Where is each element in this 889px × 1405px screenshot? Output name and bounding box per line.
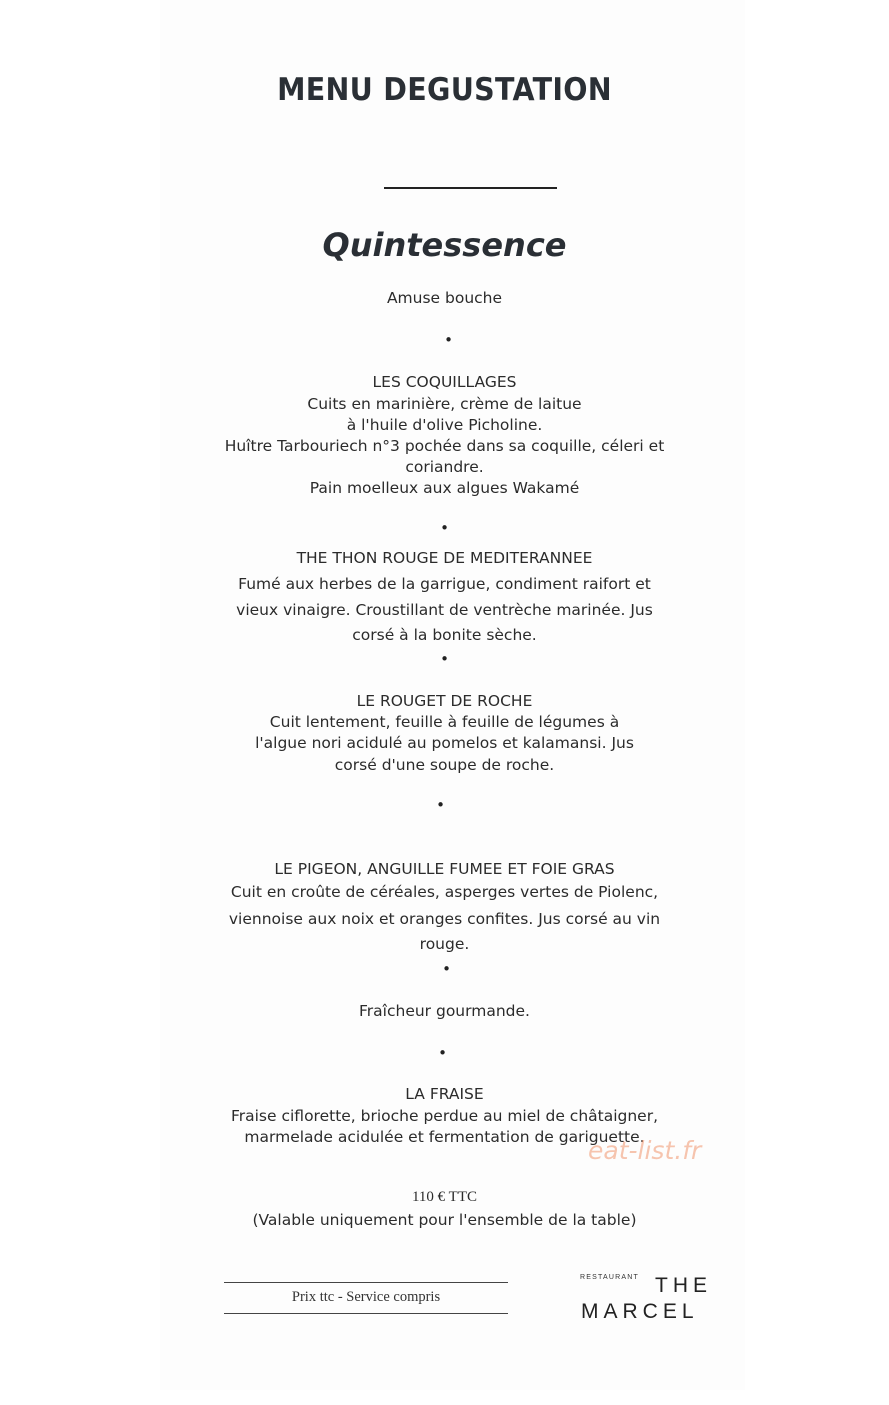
separator-bullet: •	[438, 1044, 447, 1062]
course-title: LE PIGEON, ANGUILLE FUMEE ET FOIE GRAS	[274, 860, 615, 878]
amuse-bouche: Amuse bouche	[386, 289, 503, 307]
footer-note: Prix ttc - Service compris	[291, 1289, 441, 1305]
title-divider	[384, 187, 557, 189]
course-line: Cuits en marinière, crème de laitue	[307, 395, 582, 413]
logo-the: THE	[655, 1274, 712, 1297]
price-note: (Valable uniquement pour l'ensemble de la table)	[252, 1211, 637, 1229]
menu-title: MENU DEGUSTATION	[277, 72, 612, 108]
price: 110 € TTC	[411, 1189, 477, 1205]
course-line: corsé à la bonite sèche.	[352, 626, 537, 644]
separator-bullet: •	[436, 796, 445, 814]
separator-bullet: •	[444, 331, 453, 349]
course-title: LES COQUILLAGES	[372, 373, 517, 391]
course-title: THE THON ROUGE DE MEDITERANNEE	[296, 549, 593, 567]
course-title: Fraîcheur gourmande.	[359, 1002, 530, 1020]
course-line: viennoise aux noix et oranges confites. Jus corsé au vin	[228, 910, 661, 928]
course-line: à l'huile d'olive Picholine.	[346, 416, 543, 434]
footer-bottom-line	[224, 1313, 508, 1314]
course-line: marmelade acidulée et fermentation de gariguette.	[244, 1128, 645, 1146]
course-title: LA FRAISE	[405, 1085, 484, 1103]
watermark: eat-list.fr	[588, 1136, 702, 1165]
menu-subtitle: Quintessence	[322, 226, 567, 264]
course-line: Fumé aux herbes de la garrigue, condiment raifort et	[238, 575, 651, 593]
separator-bullet: •	[440, 650, 449, 668]
course-line: Cuit en croûte de céréales, asperges vertes de Piolenc,	[230, 883, 659, 901]
separator-bullet: •	[440, 519, 449, 537]
logo-restaurant-label: RESTAURANT	[580, 1274, 639, 1281]
course-line: Huître Tarbouriech n°3 pochée dans sa coquille, céleri et	[224, 437, 665, 455]
course-title: LE ROUGET DE ROCHE	[356, 692, 533, 710]
course-line: corsé d'une soupe de roche.	[334, 756, 555, 774]
course-line: Pain moelleux aux algues Wakamé	[309, 479, 580, 497]
separator-bullet: •	[442, 960, 451, 978]
course-line: rouge.	[419, 935, 470, 953]
course-line: vieux vinaigre. Croustillant de ventrèche marinée. Jus	[236, 601, 653, 619]
footer-top-line	[224, 1282, 508, 1283]
course-line: coriandre.	[405, 458, 484, 476]
course-line: Fraise ciflorette, brioche perdue au miel de châtaigner,	[230, 1107, 659, 1125]
logo-marcel: MARCEL	[581, 1300, 699, 1323]
course-line: Cuit lentement, feuille à feuille de légumes à	[269, 713, 620, 731]
course-line: l'algue nori acidulé au pomelos et kalamansi. Jus	[255, 734, 634, 752]
